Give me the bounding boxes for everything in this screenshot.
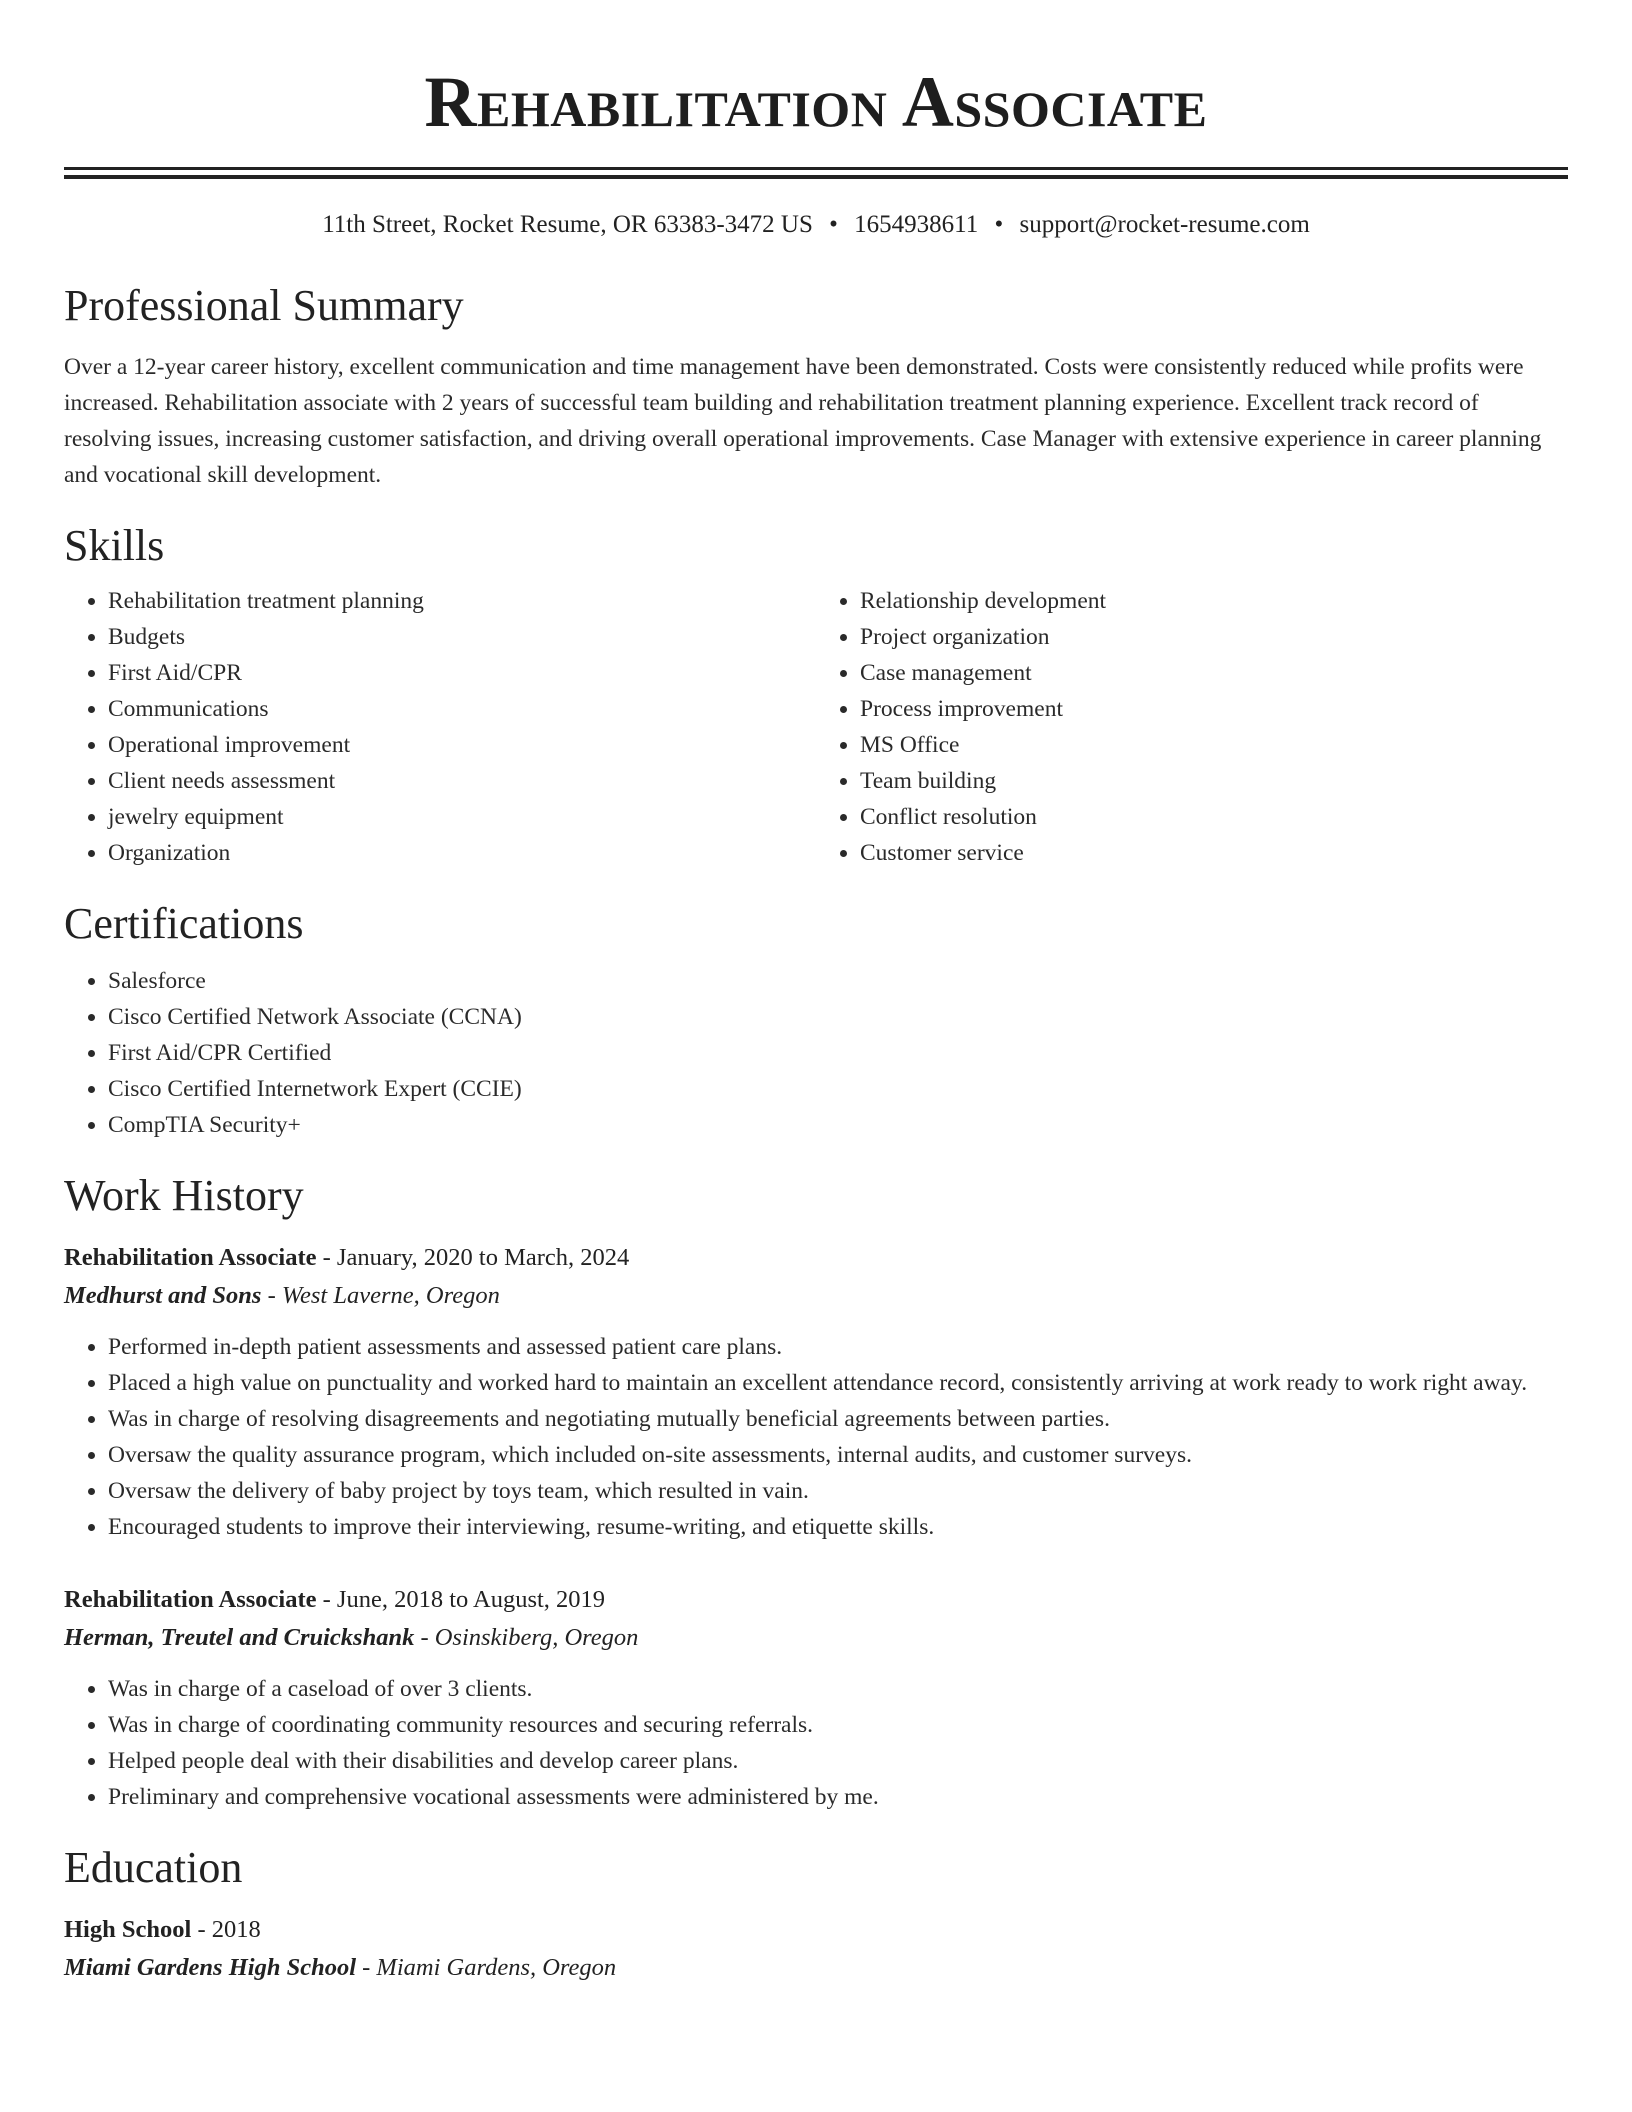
job-duty: • Performed in-depth patient assessments and assessed patient care plans. bbox=[108, 1329, 1568, 1365]
skill-item: • First Aid/CPR bbox=[108, 655, 816, 691]
school-location: - Miami Gardens, Oregon bbox=[356, 1954, 617, 1981]
employer-location: - Osinskiberg, Oregon bbox=[414, 1624, 639, 1651]
skill-item: • Organization bbox=[108, 835, 816, 871]
skill-item: • MS Office bbox=[860, 727, 1568, 763]
certification-item: • First Aid/CPR Certified bbox=[108, 1035, 1568, 1071]
job-entry bbox=[64, 1581, 1568, 1815]
job-title-line bbox=[64, 1239, 1568, 1277]
job-entry bbox=[64, 1239, 1568, 1545]
summary-heading: Professional Summary bbox=[64, 281, 464, 330]
certification-item: • Cisco Certified Network Associate (CCNA) bbox=[108, 999, 1568, 1035]
education-heading: Education bbox=[64, 1843, 243, 1892]
school-line bbox=[64, 1949, 1568, 1987]
contact-address: 11th Street, Rocket Resume, OR 63383-3472 US bbox=[322, 211, 813, 238]
contact-line bbox=[64, 209, 1568, 241]
skills-list-left bbox=[64, 583, 816, 871]
skill-item: • Customer service bbox=[860, 835, 1568, 871]
summary-text: Over a 12-year career history, excellent communication and time management have been demonstrated. Costs were consistently reduced while profits were increased. Rehabilitation associate with 2 years of successful team building and rehabilitation treatment planning experience. Excellent track record of resolving issues, increasing customer satisfaction, and driving overall operational improvements. Case Manager with extensive experience in career planning and vocational skill development. bbox=[64, 354, 1542, 488]
job-duties-list bbox=[64, 1329, 1568, 1545]
employer-line bbox=[64, 1619, 1568, 1657]
certification-item: • Salesforce bbox=[108, 963, 1568, 999]
title-divider bbox=[64, 167, 1568, 179]
skill-item: • Communications bbox=[108, 691, 816, 727]
degree-line bbox=[64, 1911, 1568, 1949]
job-duty: • Oversaw the quality assurance program, which included on-site assessments, internal audits, and customer surveys. bbox=[108, 1437, 1568, 1473]
contact-separator: • bbox=[994, 211, 1004, 238]
work-history-heading: Work History bbox=[64, 1171, 304, 1220]
skills-heading: Skills bbox=[64, 521, 165, 570]
skill-item: • Process improvement bbox=[860, 691, 1568, 727]
job-duty: • Helped people deal with their disabilities and develop career plans. bbox=[108, 1743, 1568, 1779]
skill-item: • Conflict resolution bbox=[860, 799, 1568, 835]
certification-item: • CompTIA Security+ bbox=[108, 1107, 1568, 1143]
job-duty: • Preliminary and comprehensive vocational assessments were administered by me. bbox=[108, 1779, 1568, 1815]
job-duty: • Was in charge of a caseload of over 3 clients. bbox=[108, 1671, 1568, 1707]
certification-item: • Cisco Certified Internetwork Expert (CCIE) bbox=[108, 1071, 1568, 1107]
skill-item: • jewelry equipment bbox=[108, 799, 816, 835]
employer-name: Medhurst and Sons bbox=[64, 1282, 262, 1309]
job-title: Rehabilitation Associate bbox=[64, 1586, 317, 1613]
skills-list-right bbox=[816, 583, 1568, 871]
degree-name: High School bbox=[64, 1916, 192, 1943]
skill-item: • Operational improvement bbox=[108, 727, 816, 763]
certifications-list bbox=[64, 963, 1568, 1143]
job-title: Rehabilitation Associate bbox=[64, 1244, 317, 1271]
job-duty: • Was in charge of coordinating community resources and securing referrals. bbox=[108, 1707, 1568, 1743]
job-duty: • Was in charge of resolving disagreements and negotiating mutually beneficial agreements between parties. bbox=[108, 1401, 1568, 1437]
skill-item: • Team building bbox=[860, 763, 1568, 799]
skill-item: • Case management bbox=[860, 655, 1568, 691]
education-entry bbox=[64, 1911, 1568, 1987]
job-duty: • Oversaw the delivery of baby project by toys team, which resulted in vain. bbox=[108, 1473, 1568, 1509]
job-title-line bbox=[64, 1581, 1568, 1619]
contact-email: support@rocket-resume.com bbox=[1019, 211, 1310, 238]
skills-columns bbox=[64, 583, 1568, 871]
skill-item: • Client needs assessment bbox=[108, 763, 816, 799]
skill-item: • Relationship development bbox=[860, 583, 1568, 619]
resume-title: Rehabilitation Associate bbox=[424, 62, 1208, 142]
job-duty: • Placed a high value on punctuality and worked hard to maintain an excellent attendance record, consistently arriving at work ready to work right away. bbox=[108, 1365, 1568, 1401]
job-dates: - June, 2018 to August, 2019 bbox=[316, 1586, 606, 1613]
skill-item: • Project organization bbox=[860, 619, 1568, 655]
job-duty: • Encouraged students to improve their interviewing, resume-writing, and etiquette skills. bbox=[108, 1509, 1568, 1545]
employer-line bbox=[64, 1277, 1568, 1315]
job-dates: - January, 2020 to March, 2024 bbox=[316, 1244, 630, 1271]
certifications-heading: Certifications bbox=[64, 899, 304, 948]
skill-item: • Rehabilitation treatment planning bbox=[108, 583, 816, 619]
employer-location: - West Laverne, Oregon bbox=[261, 1282, 500, 1309]
school-name: Miami Gardens High School bbox=[64, 1954, 357, 1981]
contact-separator: • bbox=[829, 211, 838, 238]
skill-item: • Budgets bbox=[108, 619, 816, 655]
contact-phone: 1654938611 bbox=[854, 211, 979, 238]
job-duties-list bbox=[64, 1671, 1568, 1815]
employer-name: Herman, Treutel and Cruickshank bbox=[64, 1624, 415, 1651]
graduation-year: - 2018 bbox=[191, 1916, 261, 1943]
